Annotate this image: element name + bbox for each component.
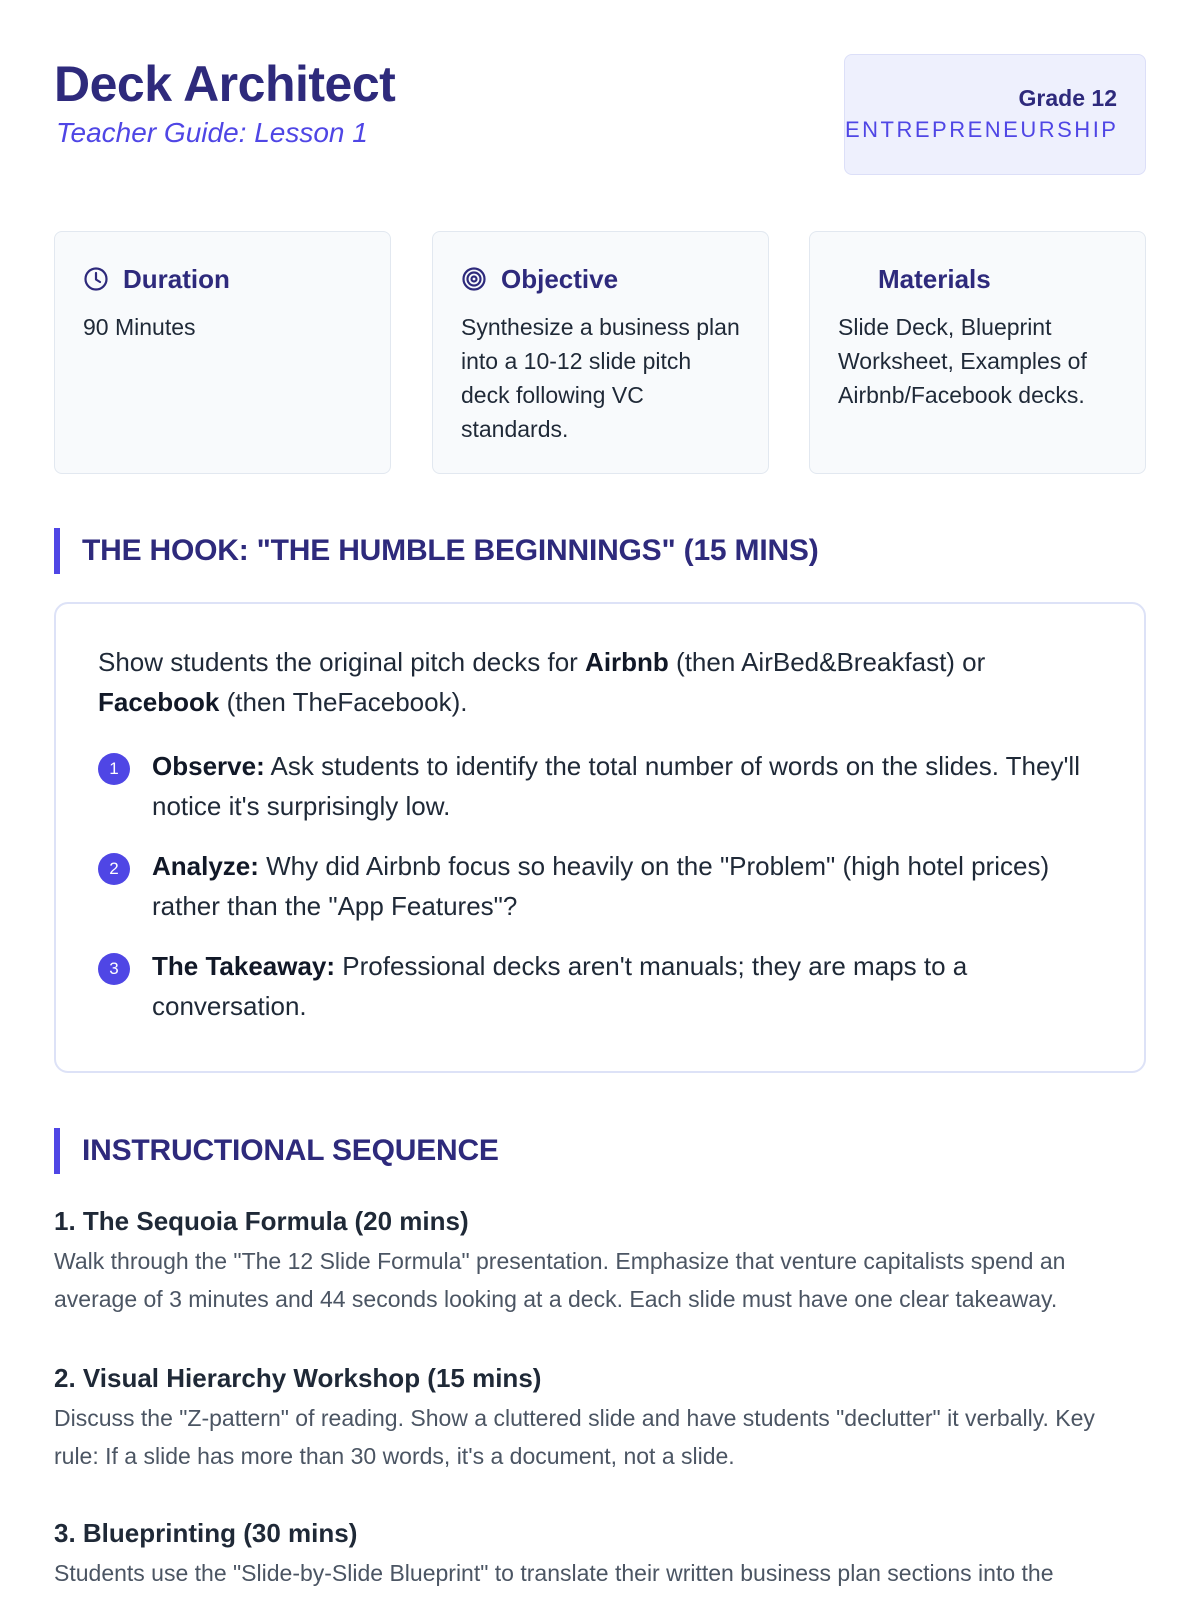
- step-text: Professional decks aren't manuals; they are maps to a conversation.: [152, 951, 968, 1021]
- card-title: Objective: [501, 263, 619, 294]
- card-text: 90 Minutes: [83, 314, 196, 340]
- duration-card: [54, 231, 391, 474]
- sequence-heading: INSTRUCTIONAL SEQUENCE: [54, 1128, 1146, 1174]
- hook-intro: Show students the original pitch decks for Airbnb (then AirBed&Breakfast) or Facebook (then TheFacebook).: [98, 647, 986, 717]
- sequence-item: [54, 1204, 1146, 1318]
- hook-step: [98, 846, 1102, 926]
- hook-box: [54, 602, 1146, 1073]
- page-header: [54, 52, 1146, 177]
- sequence-item-text: Discuss the "Z-pattern" of reading. Show a cluttered slide and have students "declutter" it verbally. Key rule: If a slide has more than 30 words, it's a document, not a slide.: [54, 1405, 1095, 1469]
- subject-label: ENTREPRENEURSHIP: [845, 117, 1119, 142]
- step-text: Ask students to identify the total number of words on the slides. They'll notice it's surprisingly low.: [152, 751, 1080, 821]
- clock-icon: [83, 266, 109, 292]
- hook-step: [98, 746, 1102, 826]
- target-icon: [461, 266, 487, 292]
- sequence-item: [54, 1516, 1146, 1592]
- info-cards: [54, 231, 1146, 474]
- sequence-item: [54, 1361, 1146, 1475]
- grade-badge: [844, 54, 1146, 175]
- step-label: The Takeaway:: [152, 951, 336, 981]
- hook-step: [98, 946, 1102, 1026]
- step-number-badge: 3: [98, 953, 130, 985]
- grade-label: Grade 12: [1018, 85, 1117, 111]
- sequence-item-title: 3. Blueprinting (30 mins): [54, 1518, 358, 1548]
- page-subtitle: Teacher Guide: Lesson 1: [56, 117, 368, 148]
- step-label: Analyze:: [152, 851, 259, 881]
- card-text: Slide Deck, Blueprint Worksheet, Examples of Airbnb/Facebook decks.: [838, 314, 1087, 408]
- hook-heading: THE HOOK: "THE HUMBLE BEGINNINGS" (15 MINS): [54, 528, 1146, 574]
- sequence-item-title: 1. The Sequoia Formula (20 mins): [54, 1206, 469, 1236]
- page-title: Deck Architect: [54, 56, 396, 112]
- materials-card: [809, 231, 1146, 474]
- card-title: Duration: [123, 263, 230, 294]
- card-title: Materials: [878, 263, 991, 294]
- objective-card: [432, 231, 769, 474]
- step-number-badge: 1: [98, 753, 130, 785]
- sequence-item-text: Students use the "Slide-by-Slide Blueprint" to translate their written business plan sections into the: [54, 1560, 1054, 1586]
- step-text: Why did Airbnb focus so heavily on the "Problem" (high hotel prices) rather than the "App Features"?: [152, 851, 1050, 921]
- sequence-item-text: Walk through the "The 12 Slide Formula" presentation. Emphasize that venture capitalists spend an average of 3 minutes and 44 seconds looking at a deck. Each slide must have one clear takeaway.: [54, 1248, 1066, 1312]
- sequence-item-title: 2. Visual Hierarchy Workshop (15 mins): [54, 1363, 542, 1393]
- step-number-badge: 2: [98, 853, 130, 885]
- step-label: Observe:: [152, 751, 265, 781]
- hook-steps: [98, 746, 1102, 1026]
- card-text: Synthesize a business plan into a 10-12 slide pitch deck following VC standards.: [461, 314, 740, 442]
